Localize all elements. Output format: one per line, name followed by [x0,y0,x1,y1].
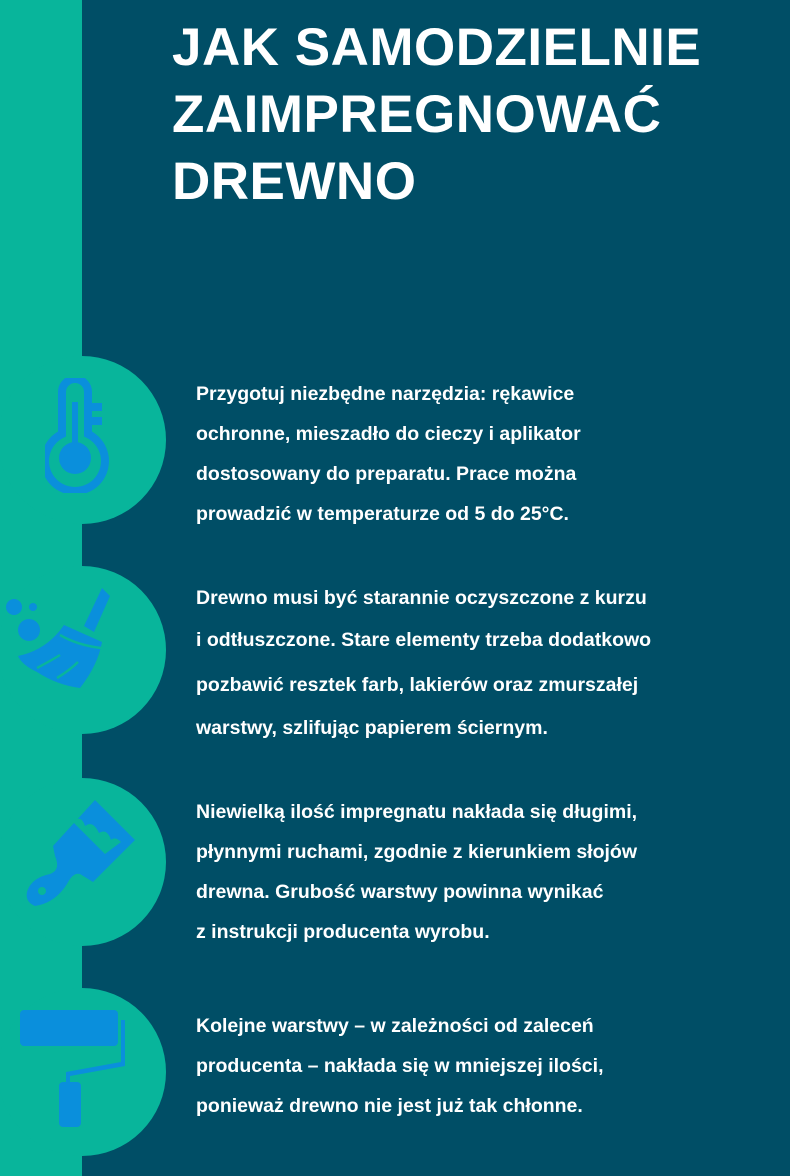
title-line: DREWNO [172,152,417,211]
text-line: płynnymi ruchami, zgodnie z kierunkiem słojów [196,841,638,863]
text-line: warstwy, szlifując papierem ściernym. [196,717,548,739]
text-line: Kolejne warstwy – w zależności od zaleceń [196,1015,594,1037]
broom-icon [2,580,117,695]
step-2-text [196,578,651,748]
paintbrush-icon [25,798,140,913]
text-line: Niewielką ilość impregnatu nakłada się długimi, [196,801,638,823]
title-line: JAK SAMODZIELNIE [172,18,702,77]
step-3-text [196,792,637,952]
text-line: Drewno musi być starannie oczyszczone z kurzu [196,587,647,609]
text-line: z instrukcji producenta wyrobu. [196,921,490,943]
text-line: Przygotuj niezbędne narzędzia: rękawice [196,383,575,405]
step-1-text [196,374,581,534]
text-line: ochronne, mieszadło do cieczy i aplikator [196,423,581,445]
thermometer-icon [45,378,115,493]
text-line: producenta – nakłada się w mniejszej ilości, [196,1055,604,1077]
text-line: dostosowany do preparatu. Prace można [196,463,577,485]
page-title [172,14,701,215]
paint-roller-icon [18,1008,128,1128]
text-line: drewna. Grubość warstwy powinna wynikać [196,881,604,903]
text-line: i odtłuszczone. Stare elementy trzeba dodatkowo [196,629,652,651]
text-line: pozbawić resztek farb, lakierów oraz zmurszałej [196,674,639,696]
text-line: ponieważ drewno nie jest już tak chłonne. [196,1095,583,1117]
step-4-text [196,1006,603,1126]
title-line: ZAIMPREGNOWAĆ [172,85,662,144]
text-line: prowadzić w temperaturze od 5 do 25°C. [196,503,569,525]
